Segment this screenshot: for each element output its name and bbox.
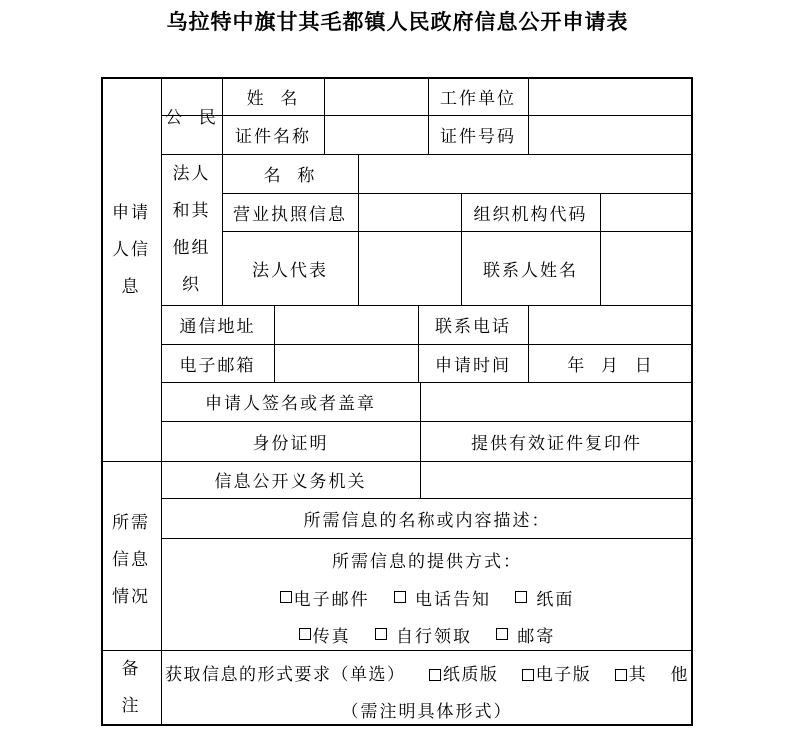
org-label-line: 法人 xyxy=(172,163,211,184)
page-title: 乌拉特中旗甘其毛都镇人民政府信息公开申请表 xyxy=(166,10,629,34)
method-option-paper[interactable] xyxy=(515,585,574,610)
address-label: 通信地址 xyxy=(179,317,256,337)
org-label-line: 和其 xyxy=(172,200,211,221)
desc-label: 所需信息的名称或内容描述： xyxy=(303,510,551,531)
method-option-pickup[interactable] xyxy=(375,622,472,647)
org-label-line: 织 xyxy=(182,274,201,295)
method-option-fax[interactable] xyxy=(299,622,351,647)
org-code-field[interactable] xyxy=(600,193,693,231)
methods-row-2 xyxy=(161,616,693,652)
option-label: 他 xyxy=(670,664,689,685)
license-label: 营业执照信息 xyxy=(233,204,347,225)
remarks-section-label xyxy=(101,650,161,726)
signature-label: 申请人签名或者盖章 xyxy=(205,394,376,414)
agency-field[interactable] xyxy=(420,461,693,498)
option-label: 其 xyxy=(628,664,648,685)
checkbox-icon[interactable] xyxy=(280,591,292,603)
form-requirement-row xyxy=(161,654,693,690)
checkbox-icon[interactable] xyxy=(615,669,627,681)
info-section-label xyxy=(101,500,161,620)
id-number-label: 证件号码 xyxy=(440,127,516,147)
option-label: 电子邮件 xyxy=(293,589,370,610)
checkbox-icon[interactable] xyxy=(429,669,441,681)
option-label: 电话告知 xyxy=(415,589,491,610)
org-name-label: 名 称 xyxy=(263,166,317,186)
option-label: 电子版 xyxy=(535,664,592,685)
checkbox-icon[interactable] xyxy=(375,628,387,640)
methods-row-1 xyxy=(161,579,693,615)
form-option-other[interactable] xyxy=(615,660,648,685)
method-option-phone[interactable] xyxy=(394,585,491,610)
checkbox-icon[interactable] xyxy=(496,628,508,640)
section-label-line: 情况 xyxy=(112,586,150,607)
org-label xyxy=(161,154,222,305)
option-label: 纸质版 xyxy=(442,664,499,685)
apply-date-field[interactable]: 年 月 日 xyxy=(567,355,654,376)
option-label: 自行领取 xyxy=(396,626,472,647)
org-name-field[interactable] xyxy=(358,154,693,193)
section-label-line: 备 xyxy=(121,659,141,679)
section-label-line: 申请 xyxy=(112,202,150,223)
checkbox-icon[interactable] xyxy=(515,591,527,603)
method-option-mail[interactable] xyxy=(496,622,555,647)
form-requirement-label: 获取信息的形式要求（单选） xyxy=(165,664,406,685)
apply-time-label: 申请时间 xyxy=(435,355,511,376)
legal-rep-label: 法人代表 xyxy=(252,260,328,281)
phone-label: 联系电话 xyxy=(435,317,511,337)
citizen-label: 公 民 xyxy=(165,108,218,128)
id-proof-label: 身份证明 xyxy=(252,433,329,454)
workplace-label: 工作单位 xyxy=(440,88,516,109)
section-label-line: 所需 xyxy=(112,512,150,533)
signature-field[interactable] xyxy=(420,382,693,421)
form-option-paper[interactable] xyxy=(429,660,499,685)
agency-label: 信息公开义务机关 xyxy=(214,472,367,492)
method-option-email[interactable] xyxy=(280,585,370,610)
checkbox-icon[interactable] xyxy=(522,669,534,681)
id-name-label: 证件名称 xyxy=(235,127,311,147)
checkbox-icon[interactable] xyxy=(299,628,311,640)
email-label: 电子邮箱 xyxy=(179,355,256,376)
id-proof-value: 提供有效证件复印件 xyxy=(471,433,642,454)
section-label-line: 人信 xyxy=(112,239,150,260)
address-field[interactable] xyxy=(274,305,418,344)
license-field[interactable] xyxy=(358,193,461,231)
section-label-line: 息 xyxy=(121,276,141,297)
checkbox-icon[interactable] xyxy=(394,591,406,603)
id-number-field[interactable] xyxy=(528,115,693,154)
option-label: 邮寄 xyxy=(517,626,556,647)
form-option-electronic[interactable] xyxy=(522,660,592,685)
org-label-line: 他组 xyxy=(172,237,211,258)
workplace-field[interactable] xyxy=(528,77,693,115)
method-label: 所需信息的提供方式： xyxy=(332,551,522,572)
applicant-section-label xyxy=(101,190,161,310)
name-field[interactable] xyxy=(324,77,428,115)
name-label: 姓 名 xyxy=(246,88,300,109)
legal-rep-field[interactable] xyxy=(358,231,461,305)
contact-name-field[interactable] xyxy=(600,231,693,305)
remarks-note: （需注明具体形式） xyxy=(341,701,513,722)
org-code-label: 组织机构代码 xyxy=(473,204,588,225)
id-name-field[interactable] xyxy=(324,115,428,154)
email-field[interactable] xyxy=(274,344,418,382)
phone-field[interactable] xyxy=(528,305,693,344)
section-label-line: 信息 xyxy=(112,549,150,570)
section-label-line: 注 xyxy=(121,696,141,716)
option-label: 传真 xyxy=(312,626,351,647)
contact-name-label: 联系人姓名 xyxy=(483,260,578,281)
option-label: 纸面 xyxy=(536,589,575,610)
